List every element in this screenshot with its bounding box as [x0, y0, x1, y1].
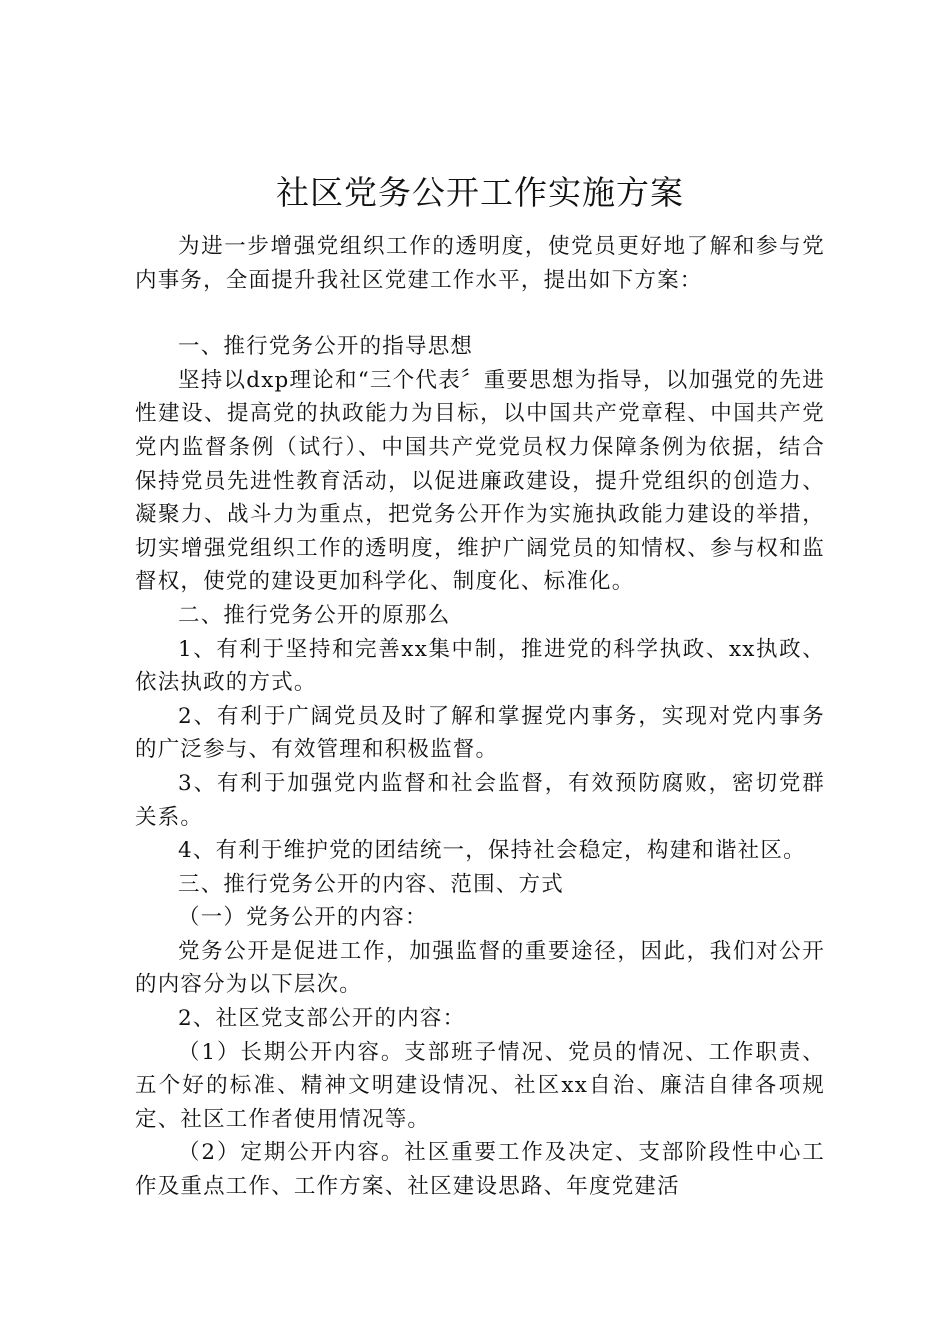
list-item: 2、有利于广阔党员及时了解和掌握党内事务，实现对党内事务的广泛参与、有效管理和积极监督。	[135, 703, 825, 763]
subsection-heading: （一）党务公开的内容：	[178, 905, 428, 931]
subsection-heading: 2、社区党支部公开的内容：	[178, 1006, 466, 1032]
section-heading: 三、推行党务公开的内容、范围、方式	[178, 871, 564, 897]
list-item: 4、有利于维护党的团结统一，保持社会稳定，构建和谐社区。	[178, 838, 806, 864]
paragraph: 党务公开是促进工作，加强监督的重要途径，因此，我们对公开的内容分为以下层次。	[135, 938, 825, 998]
document-title: 社区党务公开工作实施方案	[276, 173, 684, 212]
list-item: 1、有利于坚持和完善xx集中制，推进党的科学执政、xx执政、依法执政的方式。	[135, 636, 825, 696]
list-item: （2）定期公开内容。社区重要工作及决定、支部阶段性中心工作及重点工作、工作方案、社区建设思路、年度党建活	[135, 1140, 825, 1200]
intro-paragraph: 为进一步增强党组织工作的透明度，使党员更好地了解和参与党内事务，全面提升我社区党建工作水平，提出如下方案：	[135, 234, 825, 293]
document-page	[135, 170, 825, 1204]
paragraph: 坚持以dxp理论和“三个代表〞重要思想为指导，以加强党的先进性建设、提高党的执政能力为目标，以中国共产党章程、中国共产党党内监督条例（试行）、中国共产党党员权力保障条例为依据，结合保持党员先进性教育活动，以促进廉政建设，提升党组织的创造力、凝聚力、战斗力为重点，把党务公开作为实施执政能力建设的举措，切实增强党组织工作的透明度，维护广阔党员的知情权、参与权和监督权，使党的建设更加科学化、制度化、标准化。	[135, 367, 825, 595]
list-item: 3、有利于加强党内监督和社会监督，有效预防腐败，密切党群关系。	[135, 770, 825, 830]
paragraph-gap	[135, 297, 825, 330]
section-heading: 一、推行党务公开的指导思想	[178, 334, 474, 360]
list-item: （1）长期公开内容。支部班子情况、党员的情况、工作职责、五个好的标准、精神文明建设情况、社区xx自治、廉洁自律各项规定、社区工作者使用情况等。	[135, 1039, 825, 1132]
section-heading: 二、推行党务公开的原那么	[178, 602, 451, 628]
